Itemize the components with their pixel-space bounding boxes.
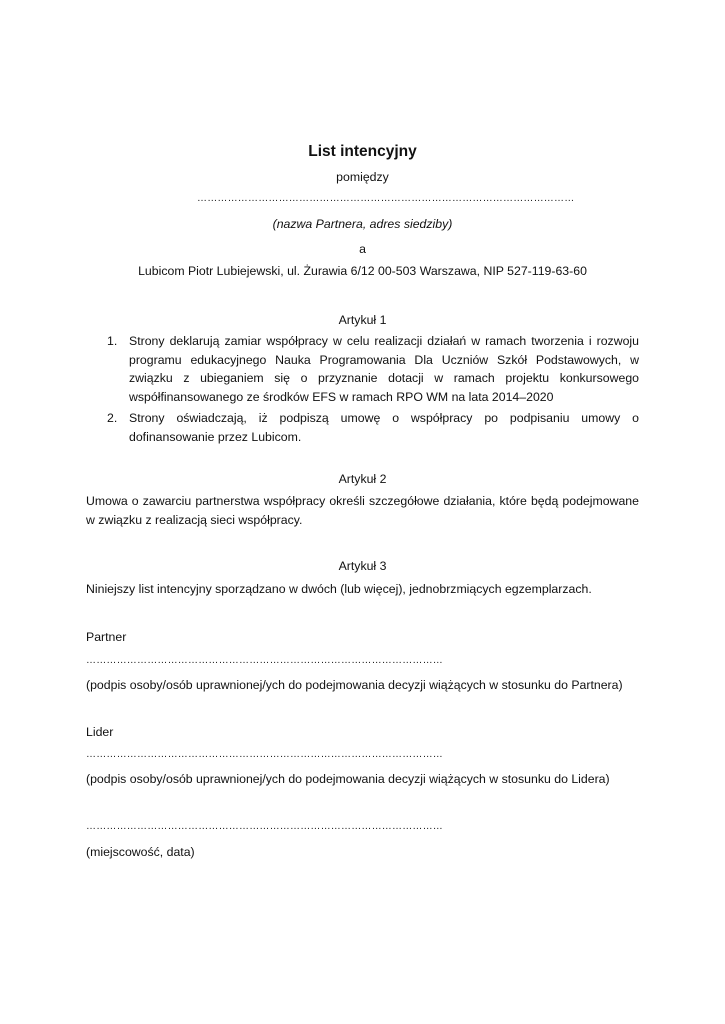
leader-signature-caption: (podpis osoby/osób uprawnionej/ych do podejmowania decyzji wiążących w stosunku do Lidera): [86, 772, 610, 786]
list-item-number: 2.: [107, 411, 118, 425]
article-1-list: [107, 332, 639, 446]
list-item-text: Strony deklarują zamiar współpracy w celu realizacji działań w ramach tworzenia i rozwoju programu edukacyjnego Nauka Programowania Dla Uczniów Szkół Podstawowych, w związku z ubieganiem się o przyznanie dotacji w ramach projektu konkursowego współfinansowanego ze środków EFS w ramach RPO WM na lata 2014–2020: [129, 334, 639, 404]
article-2-heading: Artykuł 2: [338, 472, 387, 486]
partner-label: Partner: [86, 630, 127, 644]
article-1-heading: Artykuł 1: [338, 313, 387, 327]
leader-signature-line: ……………………………………………………………………………………………: [86, 749, 443, 760]
article-2-text: Umowa o zawarciu partnerstwa współpracy określi szczegółowe działania, które będą podejmowane w związku z realizacją sieci współpracy.: [86, 494, 639, 527]
list-item: [107, 409, 639, 446]
place-date-line: ……………………………………………………………………………………………: [86, 821, 443, 832]
partner-name-line: …………………………………………………………………………………………………: [197, 193, 575, 204]
list-item: [107, 332, 639, 406]
article-3-heading: Artykuł 3: [338, 559, 387, 573]
partner-signature-line: ……………………………………………………………………………………………: [86, 655, 443, 666]
list-item-text: Strony oświadczają, iż podpiszą umowę o współpracy po podpisaniu umowy o dofinansowanie przez Lubicom.: [129, 411, 639, 444]
partner-signature-caption: (podpis osoby/osób uprawnionej/ych do podejmowania decyzji wiążących w stosunku do Partnera): [86, 678, 623, 692]
and-text: a: [359, 242, 366, 256]
list-item-number: 1.: [107, 334, 118, 348]
document-title: List intencyjny: [308, 143, 417, 160]
leader-info: Lubicom Piotr Lubiejewski, ul. Żurawia 6/12 00-503 Warszawa, NIP 527-119-63-60: [138, 264, 587, 278]
between-text: pomiędzy: [336, 170, 389, 184]
partner-name-hint: (nazwa Partnera, adres siedziby): [272, 217, 453, 231]
article-3-text: Niniejszy list intencyjny sporządzano w dwóch (lub więcej), jednobrzmiących egzemplarzach.: [86, 582, 592, 596]
place-date-caption: (miejscowość, data): [86, 845, 195, 859]
leader-label: Lider: [86, 725, 114, 739]
